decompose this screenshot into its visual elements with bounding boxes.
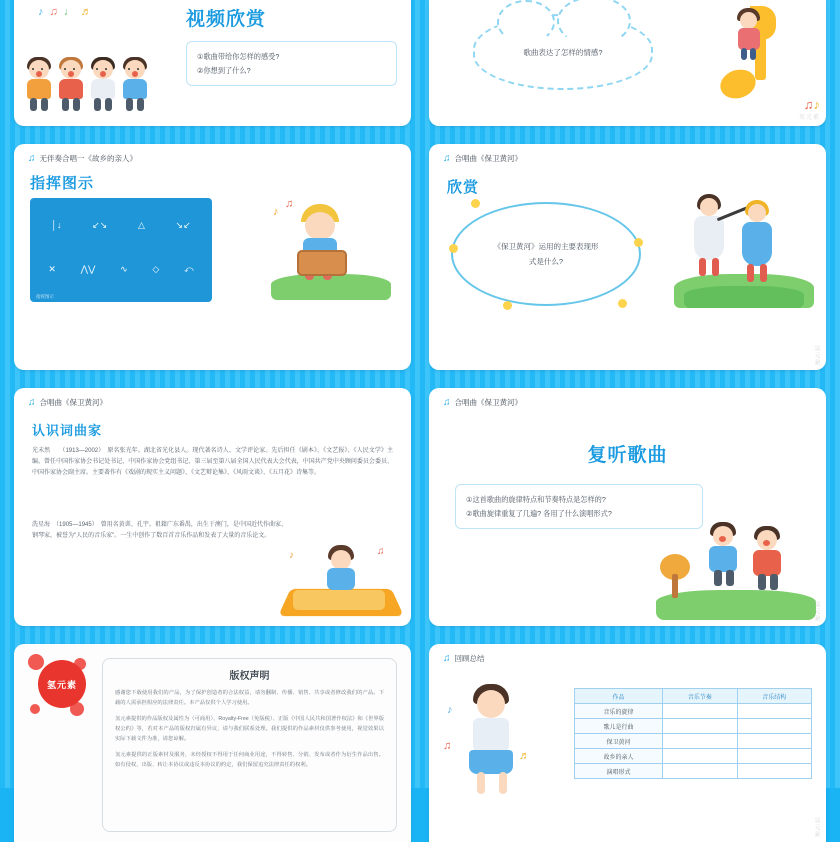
drummer-boy-illustration: ♪ ♫ <box>271 200 391 300</box>
small-notes-icon: ♫♪ <box>803 97 820 112</box>
slide-video-appreciation[interactable] <box>14 0 411 126</box>
table-cell: 演唱形式 <box>575 764 663 779</box>
brand-logo <box>28 654 100 720</box>
slide1-title: 视频欣赏 <box>186 9 267 30</box>
slide-listen-again[interactable] <box>429 388 826 626</box>
table-cell <box>663 764 737 779</box>
two-children-illustration <box>656 516 816 620</box>
watermark: 昊元素 <box>813 817 819 838</box>
cloud-text: 歌曲表达了怎样的情感? <box>523 47 603 57</box>
slide5-header <box>28 397 107 408</box>
slide4-header <box>443 153 522 164</box>
table-cell <box>663 749 737 764</box>
slide-conducting-diagram[interactable] <box>14 144 411 370</box>
copyright-paragraph-1: 感谢您下载使用我们的产品，为了保护创造者的合法权益，请勿翻制、传播、销售、共享或者修改我们的产品。下载的人需承担相应的法律责任。本产品仅供个人学习使用。 <box>115 690 384 707</box>
slide3-header <box>28 153 137 164</box>
table-cell <box>737 719 812 734</box>
music-note-icon: ♫ <box>443 396 451 408</box>
table-col-2: 音乐结构 <box>737 689 812 704</box>
table-row <box>575 704 812 719</box>
table-cell <box>737 734 812 749</box>
slide6-header-text: 合唱曲《保卫黄河》 <box>454 398 522 407</box>
child-4 <box>120 60 150 112</box>
child-1 <box>24 60 54 112</box>
slide-appreciation[interactable] <box>429 144 826 370</box>
child-3 <box>88 60 118 112</box>
slide4-header-text: 合唱曲《保卫黄河》 <box>454 154 522 163</box>
copyright-paragraph-3: 氢元素提供的正版素材及服务，未经授权不得用于任何商业用途，不得转售、分销、发布或者作为衍生作品出售。如有侵权，出版、转让本协议或违反本协议的约定，我们保留追究法律责任的权利。 <box>115 751 384 768</box>
slide-know-the-composers[interactable] <box>14 388 411 626</box>
table-row <box>575 764 812 779</box>
table-cell <box>663 704 737 719</box>
table-cell: 故乡的亲人 <box>575 749 663 764</box>
copyright-title: 版权声明 <box>229 671 270 682</box>
music-notes-icon: ♪ ♫ ♩ ♬ <box>38 6 92 18</box>
table-cell <box>737 749 812 764</box>
copyright-box <box>102 658 397 832</box>
composer-bio-1: 光未然 （1913—2002） 原名张光年。湖北省光化县人。现代著名诗人、文学评论家。先后担任《剧本》、《文艺报》、《人民文学》主编。曾任中国作家协会书记处书记、中国作家协会党组书记、第三届至第八届全国人民代表大会代表，中国共产党中央顾问委员会委员、中国作家协会副主席。主要著作有《戏剧的现实主义问题》、《文艺辩论集》、《风雨文谈》、《五月花》诗集等。 <box>32 448 393 477</box>
table-row <box>575 749 812 764</box>
conducting-pattern-diagram: │↓ ↙↘ △ ↘↙ ✕ ⋀⋁ ∿ ◇ ⤺ 指挥图示 <box>30 198 212 302</box>
table-cell <box>663 734 737 749</box>
slide5-header-text: 合唱曲《保卫黄河》 <box>39 398 107 407</box>
slide5-title: 认识词曲家 <box>32 423 103 438</box>
table-cell: 歌儿是行曲 <box>575 719 663 734</box>
slide1-question-1: ①歌曲带给你怎样的感受? <box>197 52 280 61</box>
table-col-0: 作品 <box>575 689 663 704</box>
table-col-1: 音乐节奏 <box>663 689 737 704</box>
girl-on-rug-illustration: ♪ ♫ <box>285 544 397 618</box>
music-note-icon: ♫ <box>443 652 451 664</box>
slide6-question-1: ①这首歌曲的旋律特点和节奏特点是怎样的? <box>466 495 606 504</box>
child-right <box>746 526 788 600</box>
table-cell: 保卫黄河 <box>575 734 663 749</box>
thought-cloud <box>473 14 653 90</box>
slide1-content <box>186 0 411 86</box>
slide6-title: 复听歌曲 <box>587 445 668 466</box>
watermark: 昊元素 <box>798 115 820 121</box>
two-girls-illustration <box>674 188 814 308</box>
table-cell <box>737 764 812 779</box>
table-row <box>575 734 812 749</box>
girl-in-yellow <box>736 202 780 288</box>
four-children-group <box>24 60 150 112</box>
table-cell <box>737 704 812 719</box>
slide1-question-2: ②你想到了什么? <box>197 65 251 75</box>
violin-girl-illustration <box>732 8 770 62</box>
copyright-paragraph-2: 氢元素提供的作品版权及属性为（可商用）、Royalty-Free（免版税）、正版《中国人民共和国著作权法》和《世界版权公约》等，若对本产品的版权归属有异议，请与我们联系处理。我们提供的作品素材仅供参考使用，视觉效果以实际下载文件为准，请您谅解。 <box>115 715 384 743</box>
music-note-icon: ♫ <box>28 152 36 164</box>
slide6-header <box>443 397 522 408</box>
singing-girl-illustration: ♪ ♫ ♬ <box>447 680 543 810</box>
ring-text: 《保卫黄河》运用的主要表现形式是什么? <box>493 242 599 266</box>
slide-copyright[interactable] <box>14 644 411 842</box>
table-cell <box>663 719 737 734</box>
table-cell: 音乐的旋律 <box>575 704 663 719</box>
watermark: 昊元素 <box>813 601 819 622</box>
composer-bio-2: 洗星海 （1905—1945） 曾用名黄训、孔宇。祖籍广东番禺，出生于澳门，是中国近代作曲家、钢琴家，被誉为"人民的音乐家"。一生中创作了数百首音乐作品和发表了大量的音乐论文。 <box>32 522 287 540</box>
child-left <box>702 522 744 596</box>
tree-icon <box>660 548 690 598</box>
table-header-row <box>575 689 812 704</box>
music-note-icon: ♫ <box>28 396 36 408</box>
summary-table <box>574 688 812 779</box>
slide6-question-2: ②歌曲旋律重复了几遍? 各用了什么演唱形式? <box>466 508 612 518</box>
music-note-icon: ♫ <box>443 152 451 164</box>
slide1-question-box <box>186 41 397 86</box>
slide3-header-text: 无伴奏合唱一《故乡的亲人》 <box>39 154 137 163</box>
slide-emotion-question[interactable] <box>429 0 826 126</box>
slide-review-summary[interactable] <box>429 644 826 842</box>
table-row <box>575 719 812 734</box>
slide4-title: 欣赏 <box>447 179 480 196</box>
slide8-header-text: 回顾总结 <box>454 654 485 663</box>
girl-with-flute <box>688 196 732 282</box>
child-2 <box>56 60 86 112</box>
logo-text: 氢元素 <box>38 660 86 708</box>
kids-illustration <box>14 0 186 126</box>
watermark: 昊元素 <box>813 345 819 366</box>
question-ring <box>451 202 641 306</box>
slide8-header <box>443 653 485 664</box>
diagram-caption: 指挥图示 <box>36 294 54 299</box>
slide3-title: 指挥图示 <box>30 175 95 192</box>
